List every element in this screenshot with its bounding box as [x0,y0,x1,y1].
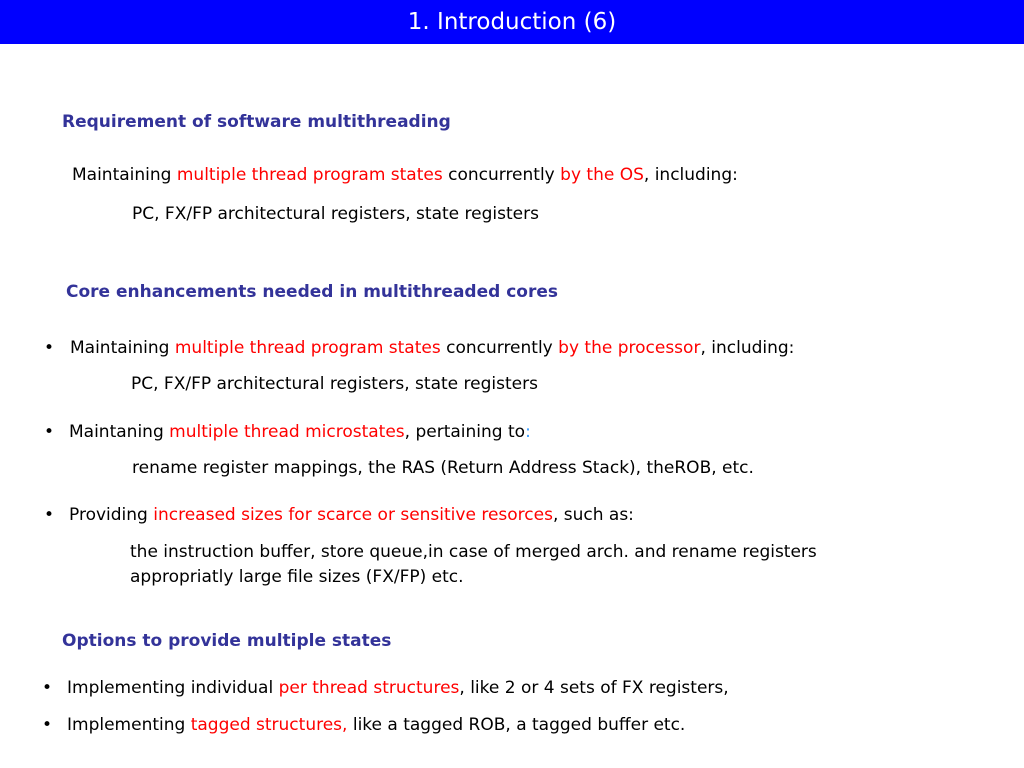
core-item-1 [70,338,794,358]
core-item-1-detail: PC, FX/FP architectural registers, state registers [131,374,538,394]
text-segment: , like 2 or 4 sets of FX registers, [459,678,729,698]
software-requirement-line [72,165,738,185]
text-segment: Implementing individual [67,678,279,698]
text-segment: , including: [643,165,738,185]
core-item-3-detail-2: appropriatly large file sizes (FX/FP) etc. [130,567,464,587]
text-segment: Implementing [67,715,191,735]
bullet-icon: • [44,338,55,358]
text-segment: , including: [700,338,795,358]
bullet-icon: • [44,505,55,525]
text-segment: , such as: [552,505,634,525]
software-requirement-detail: PC, FX/FP architectural registers, state registers [132,204,539,224]
text-segment: Maintaining [70,338,175,358]
text-segment: concurrently [442,165,561,185]
text-segment: , pertaining to [404,422,526,442]
text-segment: Providing [69,505,154,525]
highlight-text: multiple thread microstates [169,422,405,442]
core-item-2-detail: rename register mappings, the RAS (Return Address Stack), theROB, etc. [132,458,754,478]
text-segment: like a tagged ROB, a tagged buffer etc. [347,715,686,735]
slide-title: 1. Introduction (6) [0,0,1024,44]
highlight-text: per thread structures [278,678,460,698]
highlight-text: increased sizes for scarce or sensitive resorces [153,505,553,525]
text-segment: Maintaining [72,165,177,185]
text-segment: Maintaning [69,422,170,442]
section-heading-software: Requirement of software multithreading [62,112,451,132]
colon-mark: : [525,422,531,442]
core-item-3-detail-1: the instruction buffer, store queue,in case of merged arch. and rename registers [130,542,817,562]
highlight-text: by the OS [560,165,644,185]
text-segment: concurrently [440,338,559,358]
bullet-icon: • [44,422,55,442]
section-heading-core: Core enhancements needed in multithreaded cores [66,282,558,302]
highlight-text: multiple thread program states [174,338,441,358]
core-item-2 [69,422,531,442]
highlight-text: by the processor [558,338,701,358]
bullet-icon: • [42,715,53,735]
core-item-3 [69,505,634,525]
section-heading-options: Options to provide multiple states [62,631,392,651]
bullet-icon: • [42,678,53,698]
highlight-text: multiple thread program states [176,165,443,185]
options-item-1 [67,678,729,698]
highlight-text: tagged structures, [190,715,348,735]
options-item-2 [67,715,685,735]
